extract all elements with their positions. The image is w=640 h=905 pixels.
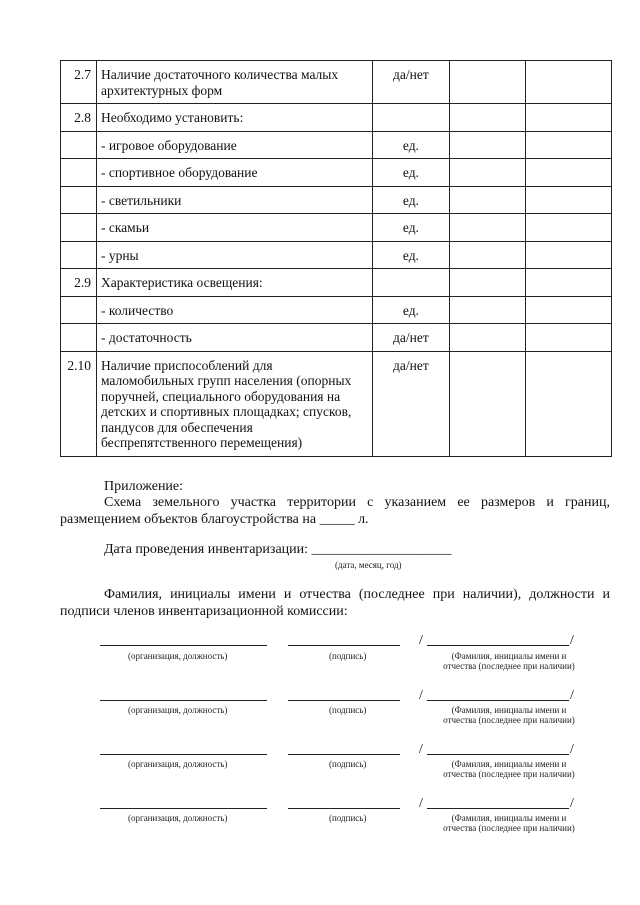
row-value-cell bbox=[450, 241, 526, 269]
row-name: - светильники bbox=[96, 186, 372, 214]
organization-line bbox=[100, 700, 267, 701]
row-name: - достаточность bbox=[96, 324, 372, 352]
organization-hint: (организация, должность) bbox=[128, 651, 228, 661]
signature-line bbox=[288, 808, 400, 809]
name-slash-right: / bbox=[570, 688, 574, 703]
name-line bbox=[427, 700, 569, 701]
organization-line bbox=[100, 808, 267, 809]
appendix-label: Приложение: bbox=[104, 479, 184, 494]
table-row bbox=[61, 269, 612, 297]
row-value-cell bbox=[450, 269, 526, 297]
row-unit bbox=[372, 104, 449, 132]
row-note-cell bbox=[526, 61, 612, 104]
inventory-date-label: Дата проведения инвентаризации: ____________________ bbox=[104, 542, 452, 557]
row-number bbox=[61, 324, 97, 352]
name-slash-left: / bbox=[419, 633, 423, 648]
row-unit bbox=[372, 269, 449, 297]
row-note-cell bbox=[526, 186, 612, 214]
row-number: 2.9 bbox=[61, 269, 97, 297]
name-line bbox=[427, 808, 569, 809]
row-name: Характеристика освещения: bbox=[96, 269, 372, 297]
row-value-cell bbox=[450, 159, 526, 187]
name-slash-left: / bbox=[419, 688, 423, 703]
name-hint-1: (Фамилия, инициалы имени и bbox=[451, 759, 567, 769]
row-unit: ед. bbox=[372, 131, 449, 159]
row-name: - количество bbox=[96, 296, 372, 324]
inventory-table bbox=[60, 60, 612, 457]
row-unit: ед. bbox=[372, 296, 449, 324]
table-row bbox=[61, 104, 612, 132]
row-unit: ед. bbox=[372, 241, 449, 269]
organization-hint: (организация, должность) bbox=[128, 759, 228, 769]
signature-line bbox=[288, 754, 400, 755]
table-row bbox=[61, 241, 612, 269]
table-row bbox=[61, 324, 612, 352]
row-unit: да/нет bbox=[372, 351, 449, 456]
name-slash-left: / bbox=[419, 796, 423, 811]
row-note-cell bbox=[526, 159, 612, 187]
row-number bbox=[61, 296, 97, 324]
signature-hint: (подпись) bbox=[329, 651, 367, 661]
date-hint: (дата, месяц, год) bbox=[335, 560, 402, 570]
row-value-cell bbox=[450, 131, 526, 159]
organization-line bbox=[100, 754, 267, 755]
row-name: - игровое оборудование bbox=[96, 131, 372, 159]
name-hint-2: отчества (последнее при наличии) bbox=[443, 823, 575, 833]
row-unit: ед. bbox=[372, 159, 449, 187]
organization-line bbox=[100, 645, 267, 646]
row-unit: да/нет bbox=[372, 61, 449, 104]
row-value-cell bbox=[450, 214, 526, 242]
commission-line-1: Фамилия, инициалы имени и отчества (последнее при наличии), должности и bbox=[104, 587, 610, 602]
row-number: 2.10 bbox=[61, 351, 97, 456]
row-value-cell bbox=[450, 104, 526, 132]
row-name: Наличие достаточного количества малых архитектурных форм bbox=[96, 61, 372, 104]
row-note-cell bbox=[526, 104, 612, 132]
row-number bbox=[61, 159, 97, 187]
signature-line bbox=[288, 645, 400, 646]
table-row bbox=[61, 296, 612, 324]
organization-hint: (организация, должность) bbox=[128, 813, 228, 823]
name-line bbox=[427, 754, 569, 755]
row-number: 2.8 bbox=[61, 104, 97, 132]
table-row bbox=[61, 61, 612, 104]
row-name: - скамьи bbox=[96, 214, 372, 242]
name-hint-2: отчества (последнее при наличии) bbox=[443, 661, 575, 671]
signature-line bbox=[288, 700, 400, 701]
row-number bbox=[61, 241, 97, 269]
row-value-cell bbox=[450, 324, 526, 352]
table-row bbox=[61, 351, 612, 456]
row-name: - спортивное оборудование bbox=[96, 159, 372, 187]
row-note-cell bbox=[526, 131, 612, 159]
row-name: Необходимо установить: bbox=[96, 104, 372, 132]
row-value-cell bbox=[450, 61, 526, 104]
table-row bbox=[61, 159, 612, 187]
name-slash-right: / bbox=[570, 742, 574, 757]
name-hint-2: отчества (последнее при наличии) bbox=[443, 715, 575, 725]
organization-hint: (организация, должность) bbox=[128, 705, 228, 715]
row-unit: ед. bbox=[372, 186, 449, 214]
row-note-cell bbox=[526, 241, 612, 269]
row-note-cell bbox=[526, 324, 612, 352]
name-hint-2: отчества (последнее при наличии) bbox=[443, 769, 575, 779]
row-number bbox=[61, 214, 97, 242]
name-line bbox=[427, 645, 569, 646]
row-unit: да/нет bbox=[372, 324, 449, 352]
table-row bbox=[61, 214, 612, 242]
row-number bbox=[61, 131, 97, 159]
signature-hint: (подпись) bbox=[329, 759, 367, 769]
name-slash-right: / bbox=[570, 633, 574, 648]
row-value-cell bbox=[450, 296, 526, 324]
name-hint-1: (Фамилия, инициалы имени и bbox=[451, 705, 567, 715]
row-unit: ед. bbox=[372, 214, 449, 242]
row-number: 2.7 bbox=[61, 61, 97, 104]
signature-hint: (подпись) bbox=[329, 813, 367, 823]
row-note-cell bbox=[526, 214, 612, 242]
appendix-line-1: Схема земельного участка территории с указанием ее размеров и границ, bbox=[104, 495, 610, 510]
row-note-cell bbox=[526, 269, 612, 297]
row-value-cell bbox=[450, 351, 526, 456]
table-row bbox=[61, 131, 612, 159]
row-note-cell bbox=[526, 296, 612, 324]
name-hint-1: (Фамилия, инициалы имени и bbox=[451, 813, 567, 823]
row-value-cell bbox=[450, 186, 526, 214]
name-slash-right: / bbox=[570, 796, 574, 811]
row-name: - урны bbox=[96, 241, 372, 269]
commission-line-2: подписи членов инвентаризационной комиссии: bbox=[60, 604, 348, 619]
row-name: Наличие приспособлений для маломобильных групп населения (опорных поручней, специального оборудования на детских и спортивных площадках; спусков, пандусов для обеспечения беспрепятственного перемещения) bbox=[96, 351, 372, 456]
row-note-cell bbox=[526, 351, 612, 456]
table-row bbox=[61, 186, 612, 214]
row-number bbox=[61, 186, 97, 214]
appendix-line-2: размещением объектов благоустройства на _____ л. bbox=[60, 512, 369, 527]
name-hint-1: (Фамилия, инициалы имени и bbox=[451, 651, 567, 661]
signature-hint: (подпись) bbox=[329, 705, 367, 715]
name-slash-left: / bbox=[419, 742, 423, 757]
